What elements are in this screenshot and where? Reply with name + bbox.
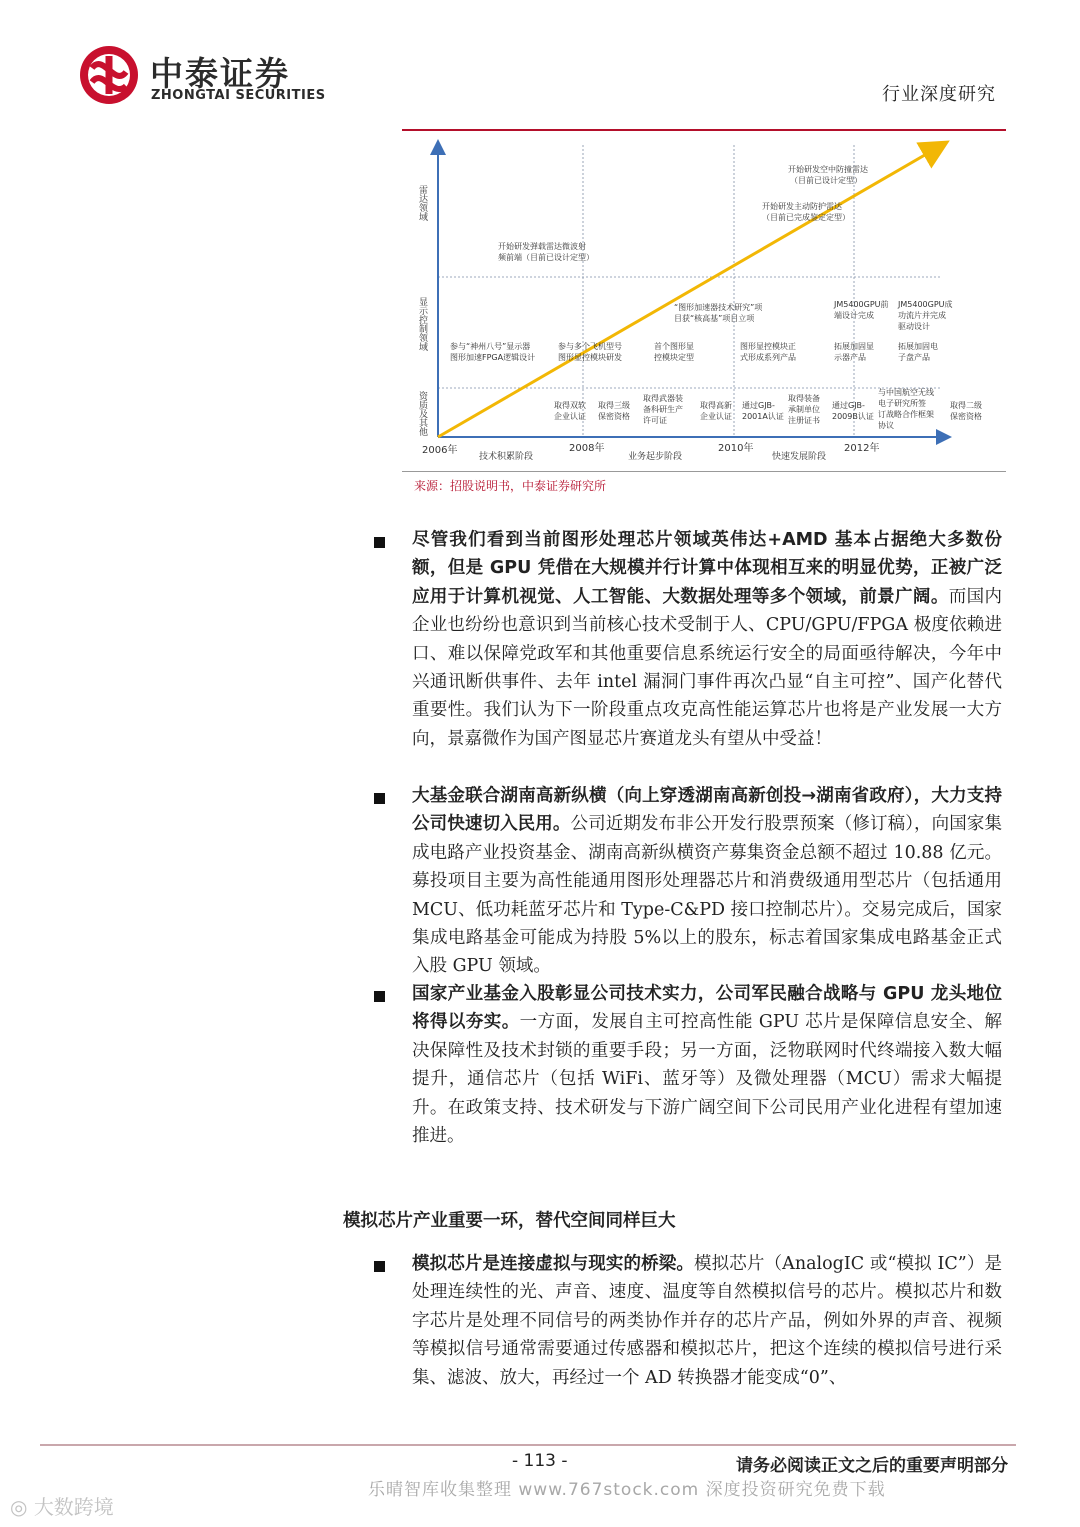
annot-display-9	[898, 341, 938, 362]
brand-name-cn: 中泰证券	[150, 54, 290, 93]
y-label-qualification: 资质及其他	[417, 391, 427, 436]
annot-display-7	[897, 299, 953, 331]
svg-text:（目前已设计定型）: （目前已设计定型）	[790, 176, 862, 185]
annot-radar-1	[498, 241, 594, 262]
annot-display-1	[450, 341, 535, 362]
svg-text:注册证书: 注册证书	[788, 416, 820, 425]
annot-display-6	[833, 299, 889, 320]
annot-qual-9	[950, 400, 982, 421]
svg-text:式形成系列产品: 式形成系列产品	[740, 353, 796, 362]
annot-qual-1	[554, 400, 586, 421]
svg-text:取得武器装: 取得武器装	[643, 394, 683, 403]
annot-display-4	[674, 302, 763, 323]
svg-text:开始研发主动防护雷达: 开始研发主动防护雷达	[762, 202, 842, 211]
chart-bottom-divider	[402, 471, 1006, 472]
stage-accumulation: 技术积累阶段	[479, 452, 534, 462]
svg-text:（目前已完成鉴定定型）: （目前已完成鉴定定型）	[762, 213, 850, 222]
annot-qual-6	[788, 393, 820, 425]
footer-divider	[40, 1444, 1016, 1446]
annot-qual-7	[832, 400, 874, 421]
annot-display-5	[740, 341, 796, 362]
annot-display-3	[654, 341, 694, 362]
svg-text:控模块定型: 控模块定型	[654, 353, 694, 362]
bullet-paragraph-4	[412, 1250, 1002, 1392]
svg-text:JM5400GPU前: JM5400GPU前	[834, 300, 889, 309]
svg-text:备科研生产: 备科研生产	[643, 405, 683, 414]
bullet-paragraph-3	[412, 980, 1002, 1150]
section-heading: 模拟芯片产业重要一环，替代空间同样巨大	[343, 1211, 676, 1231]
year-2010: 2010年	[718, 443, 754, 454]
annot-qual-8	[878, 387, 934, 430]
svg-text:承制单位: 承制单位	[788, 405, 820, 414]
svg-text:取得二级: 取得二级	[950, 401, 982, 410]
svg-text:功流片并完成: 功流片并完成	[898, 311, 946, 320]
svg-text:开始研发空中防撞雷达: 开始研发空中防撞雷达	[788, 165, 868, 174]
annot-qual-5	[742, 400, 784, 421]
svg-text:图形加速FPGA逻辑设计: 图形加速FPGA逻辑设计	[450, 353, 536, 362]
svg-text:取得装备: 取得装备	[788, 394, 820, 403]
svg-text:驱动设计: 驱动设计	[898, 322, 930, 331]
svg-text:取得高新: 取得高新	[700, 401, 732, 410]
annot-qual-2	[598, 400, 630, 421]
svg-text:与中国航空无线: 与中国航空无线	[878, 388, 934, 397]
bullet-1-bold: 尽管我们看到当前图形处理芯片领域英伟达+AMD 基本占据绝大多数份额，但是 GPU 凭借在大规模并行计算中体现相互来的明显优势，正被广泛应用于计算机视觉、人工智能、大数据处理等多个领域，前景广阔。	[412, 530, 1002, 607]
y-label-radar: 雷达领域	[417, 185, 427, 221]
svg-text:2001A认证: 2001A认证	[742, 412, 784, 421]
bullet-paragraph-1	[412, 526, 1002, 753]
svg-text:保密资格: 保密资格	[598, 412, 630, 421]
year-2006: 2006年	[422, 445, 458, 456]
svg-text:首个图形显: 首个图形显	[654, 342, 694, 351]
svg-text:开始研发弹载雷达微波射: 开始研发弹载雷达微波射	[498, 242, 586, 251]
svg-text:端设计完成: 端设计完成	[834, 311, 874, 320]
bullet-square-icon	[374, 1261, 385, 1272]
svg-text:通过GJB-: 通过GJB-	[832, 401, 865, 410]
svg-text:“图形加速器技术研究”项: “图形加速器技术研究”项	[674, 303, 763, 312]
svg-text:订战略合作框架: 订战略合作框架	[878, 410, 934, 419]
svg-text:频前端（目前已设计定型）: 频前端（目前已设计定型）	[498, 253, 594, 262]
svg-text:示器产品: 示器产品	[834, 353, 866, 362]
svg-text:许可证: 许可证	[643, 416, 667, 425]
bullet-4-text: 模拟芯片（AnalogIC 或“模拟 IC”）是处理连续性的光、声音、速度、温度等自然模拟信号的芯片。模拟芯片和数字芯片是处理不同信号的两类协作并存的芯片产品，例如外界的声音、视频等模拟信号通常需要通过传感器和模拟芯片，把这个连续的模拟信号进行采集、滤波、放大，再经过一个 AD 转换器才能变成“0”、	[412, 1254, 1003, 1388]
bullet-square-icon	[374, 537, 385, 548]
svg-text:电子研究所签: 电子研究所签	[878, 399, 926, 408]
year-2012: 2012年	[844, 443, 880, 454]
corner-watermark-text: 大数跨境	[33, 1495, 114, 1519]
annot-qual-4	[700, 400, 732, 421]
year-2008: 2008年	[569, 443, 605, 454]
development-timeline-chart	[402, 135, 1006, 471]
annot-radar-2	[762, 201, 850, 222]
annot-display-2	[558, 341, 622, 362]
svg-text:拓展加固显: 拓展加固显	[834, 342, 874, 351]
svg-text:参与多个飞机型号: 参与多个飞机型号	[558, 342, 622, 351]
bullet-3-text: 一方面，发展自主可控高性能 GPU 芯片是保障信息安全、解决保障性及技术封锁的重要手段；另一方面，泛物联网时代终端接入数大幅提升，通信芯片（包括 WiFi、蓝牙等）及微处理器（MCU）需求大幅提升。在政策支持、技术研发与下游广阔空间下公司民用产业化进程有望加速推进。	[412, 1012, 1003, 1147]
zhongtai-logo-icon	[78, 44, 140, 106]
growth-trend-arrow	[438, 145, 942, 437]
svg-text:企业认证: 企业认证	[700, 412, 732, 421]
bullet-2-text: 公司近期发布非公开发行股票预案（修订稿），向国家集成电路产业投资基金、湖南高新纵横资产募集资金总额不超过 10.88 亿元。募投项目主要为高性能通用图形处理器芯片和消费级通用型芯片（包括通用 MCU、低功耗蓝牙芯片和 Type-C&PD 接口控制芯片）。交易完成后，国家集成电路基金可能成为持股 5%以上的股东，标志着国家集成电路基金正式入股 GPU 领域。	[412, 814, 1003, 977]
bullet-paragraph-2	[412, 782, 1002, 981]
svg-text:通过GJB-: 通过GJB-	[742, 401, 775, 410]
svg-text:子盘产品: 子盘产品	[898, 353, 930, 362]
svg-text:图形显控模块正: 图形显控模块正	[740, 342, 796, 351]
watermark-text: 乐晴智库收集整理 www.767stock.com 深度投资研究免费下载	[368, 1480, 886, 1500]
svg-text:拓展加固电: 拓展加固电	[898, 342, 938, 351]
svg-text:2009B认证: 2009B认证	[832, 412, 874, 421]
bullet-square-icon	[374, 991, 385, 1002]
page-number: - 113 -	[512, 1451, 568, 1471]
svg-text:企业认证: 企业认证	[554, 412, 586, 421]
annot-radar-3	[788, 164, 868, 185]
bullet-3-bold: 国家产业基金入股彰显公司技术实力，公司军民融合战略与 GPU 龙头地位将得以夯实。	[412, 984, 1002, 1033]
svg-text:目获“核高基”项目立项: 目获“核高基”项目立项	[674, 314, 755, 323]
stage-startup: 业务起步阶段	[628, 452, 683, 462]
bullet-square-icon	[374, 793, 385, 804]
chart-source-note: 来源：招股说明书，中泰证券研究所	[414, 479, 607, 493]
stage-rapid-growth: 快速发展阶段	[772, 452, 827, 462]
bullet-1-text: 而国内企业也纷纷也意识到当前核心技术受制于人、CPU/GPU/FPGA 极度依赖进口、难以保障党政军和其他重要信息系统运行安全的局面亟待解决，今年中兴通讯断供事件、去年 intel 漏洞门事件再次凸显“自主可控”、国产化替代重要性。我们认为下一阶段重点攻克高性能运算芯片也将是产业发展一大方向，景嘉微作为国产图显芯片赛道龙头有望从中受益！	[412, 586, 1002, 749]
bullet-4-bold: 模拟芯片是连接虚拟与现实的桥梁。	[412, 1254, 695, 1274]
annot-qual-3	[643, 393, 683, 425]
weibo-icon: ◎	[10, 1495, 34, 1519]
svg-text:取得双软: 取得双软	[554, 401, 586, 410]
svg-text:取得三级: 取得三级	[598, 401, 630, 410]
brand-name-en: ZHONGTAI SECURITIES	[151, 88, 326, 103]
footer-disclaimer: 请务必阅读正文之后的重要声明部分	[736, 1456, 1008, 1476]
svg-text:JM5400GPU成: JM5400GPU成	[898, 300, 953, 309]
svg-text:图形显控模块研发: 图形显控模块研发	[558, 353, 622, 362]
svg-text:保密资格: 保密资格	[950, 412, 982, 421]
bullet-2-bold: 大基金联合湖南高新纵横（向上穿透湖南高新创投→湖南省政府），大力支持公司快速切入民用。	[412, 786, 1002, 835]
y-label-display: 显示控制领域	[417, 297, 427, 351]
svg-text:参与“神州八号”显示器: 参与“神州八号”显示器	[450, 342, 531, 351]
header-divider	[402, 129, 1006, 131]
report-type-title: 行业深度研究	[882, 84, 996, 105]
corner-watermark	[10, 1491, 114, 1520]
annot-display-8	[834, 341, 874, 362]
svg-text:协议: 协议	[878, 421, 894, 430]
